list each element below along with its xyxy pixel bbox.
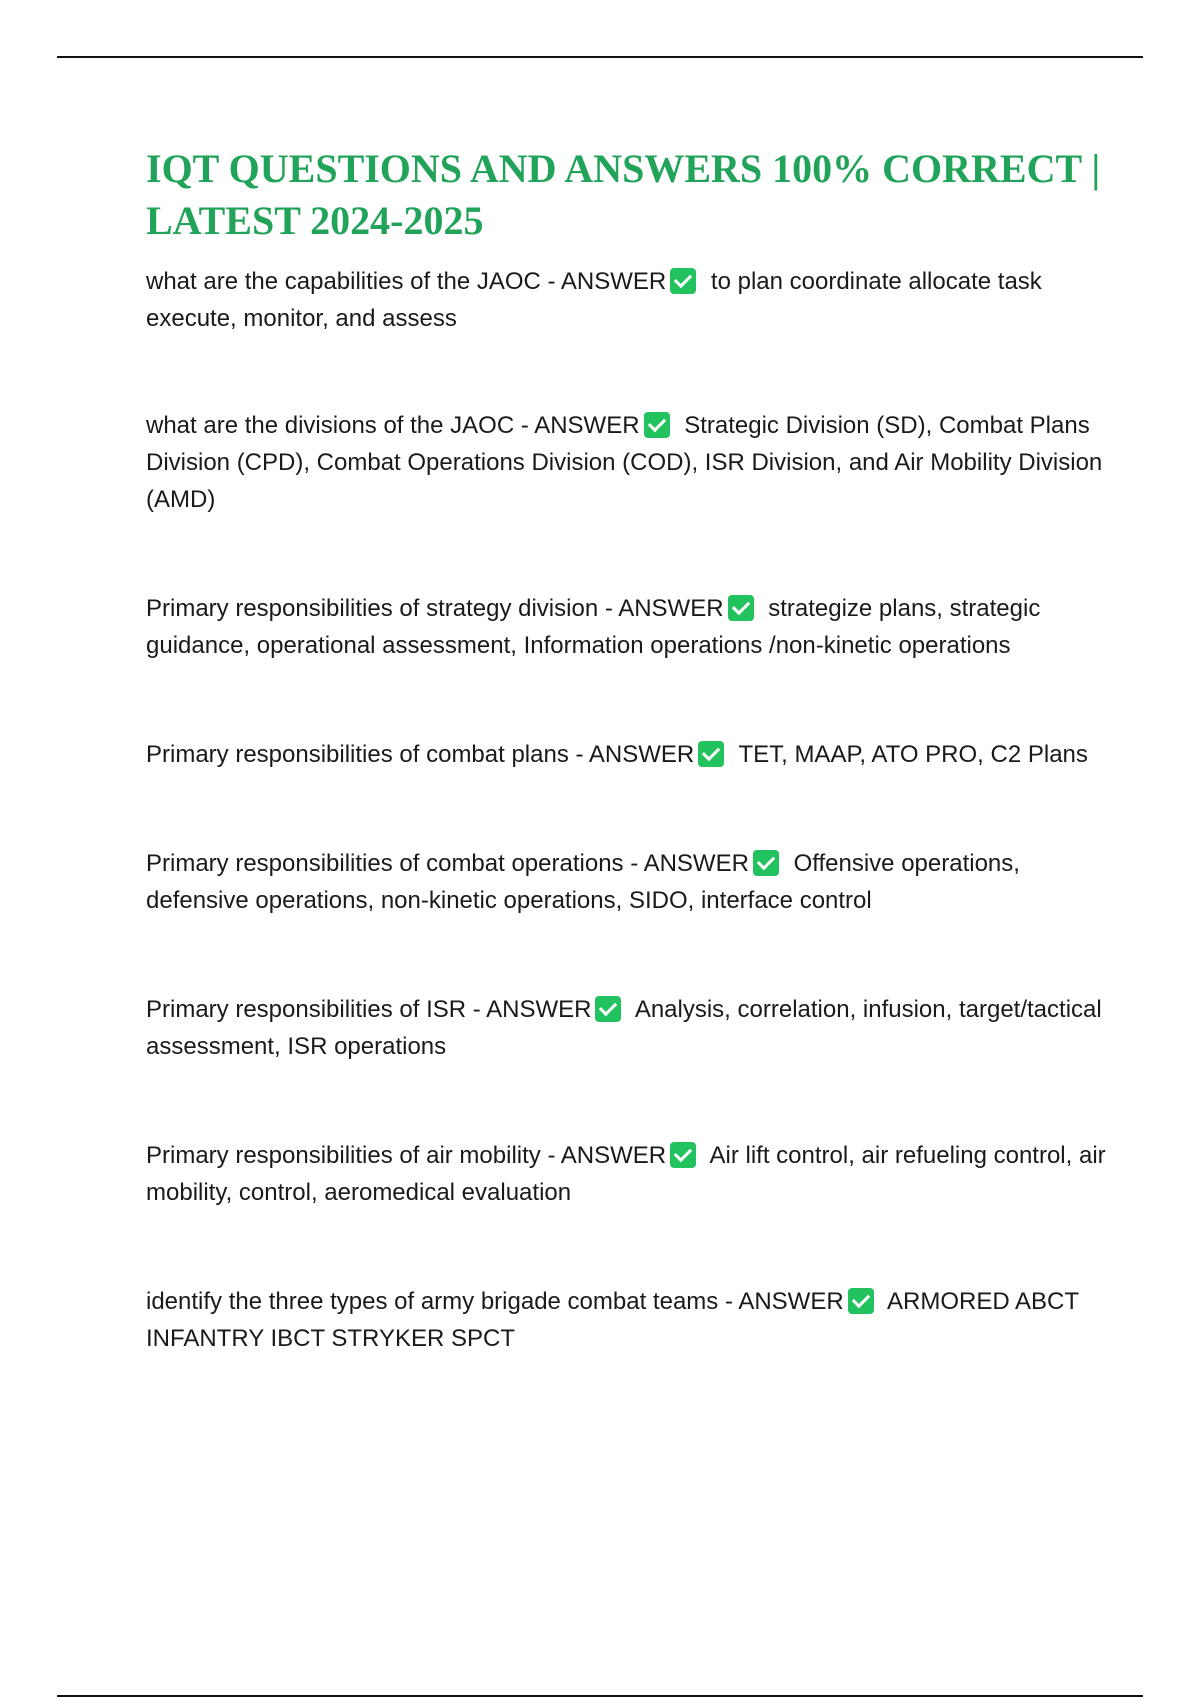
answer-text: TET, MAAP, ATO PRO, C2 Plans <box>738 741 1088 768</box>
checkmark-icon <box>644 412 670 438</box>
qa-item: Primary responsibilities of air mobility - ANSWER Air lift control, air refueling control, air mobility, control, aeromedical evaluation <box>146 1142 1106 1206</box>
answer-marker: ANSWER <box>588 741 695 768</box>
checkmark-icon <box>670 268 696 294</box>
answer-marker: ANSWER <box>560 1142 667 1169</box>
document-title: IQT QUESTIONS AND ANSWERS 100% CORRECT | LATEST 2024-2025 <box>146 146 1101 243</box>
answer-marker: ANSWER <box>486 996 592 1023</box>
checkmark-icon <box>728 595 754 621</box>
qa-item: Primary responsibilities of combat operations - ANSWER Offensive operations, defensive operations, non-kinetic operations, SIDO, interface control <box>146 850 1020 914</box>
qa-item: what are the divisions of the JAOC - ANSWER Strategic Division (SD), Combat Plans Division (CPD), Combat Operations Division (COD), ISR Division, and Air Mobility Division (AMD) <box>146 412 1103 513</box>
question-text: Primary responsibilities of combat operations <box>146 850 624 877</box>
answer-marker: ANSWER <box>560 268 667 295</box>
checkmark-icon <box>670 1142 696 1168</box>
answer-marker: ANSWER <box>534 412 640 439</box>
question-text: identify the three types of army brigade combat teams <box>146 1288 719 1315</box>
answer-marker: ANSWER <box>738 1288 844 1315</box>
qa-item: Primary responsibilities of combat plans - ANSWER TET, MAAP, ATO PRO, C2 Plans <box>146 741 1088 768</box>
answer-text: Offensive operations, defensive operations, non-kinetic operations, SIDO, interface control <box>146 850 1020 914</box>
answer-text: Analysis, correlation, infusion, target/tactical assessment, ISR operations <box>146 996 1102 1060</box>
question-text: Primary responsibilities of combat plans <box>146 741 569 768</box>
question-text: Primary responsibilities of air mobility <box>146 1142 541 1169</box>
header-rule <box>57 56 1143 58</box>
answer-marker: ANSWER <box>643 850 749 877</box>
answer-marker: ANSWER <box>618 595 724 622</box>
question-text: what are the capabilities of the JAOC <box>146 268 541 295</box>
answer-text: ARMORED ABCT INFANTRY IBCT STRYKER SPCT <box>146 1288 1079 1352</box>
checkmark-icon <box>753 850 779 876</box>
qa-item: what are the capabilities of the JAOC - ANSWER to plan coordinate allocate task execute, monitor, and assess <box>146 268 1042 332</box>
checkmark-icon <box>848 1288 874 1314</box>
answer-text: to plan coordinate allocate task execute, monitor, and assess <box>146 268 1042 332</box>
footer-rule <box>57 1695 1143 1697</box>
qa-item: Primary responsibilities of strategy division - ANSWER strategize plans, strategic guidance, operational assessment, Information operations /non-kinetic operations <box>146 595 1041 659</box>
question-text: Primary responsibilities of ISR <box>146 996 467 1023</box>
qa-list <box>146 263 1106 1357</box>
qa-item: Primary responsibilities of ISR - ANSWER Analysis, correlation, infusion, target/tactical assessment, ISR operations <box>146 996 1102 1060</box>
checkmark-icon <box>698 741 724 767</box>
answer-text: Air lift control, air refueling control, air mobility, control, aeromedical evaluation <box>146 1142 1106 1206</box>
question-text: Primary responsibilities of strategy division <box>146 595 599 622</box>
checkmark-icon <box>595 996 621 1022</box>
document-body <box>146 143 1106 1429</box>
qa-item: identify the three types of army brigade combat teams - ANSWER ARMORED ABCT INFANTRY IBCT STRYKER SPCT <box>146 1288 1079 1352</box>
answer-text: Strategic Division (SD), Combat Plans Division (CPD), Combat Operations Division (COD), ISR Division, and Air Mobility Division (AMD) <box>146 412 1103 513</box>
answer-text: strategize plans, strategic guidance, operational assessment, Information operations /non-kinetic operations <box>146 595 1041 659</box>
question-text: what are the divisions of the JAOC <box>146 412 515 439</box>
